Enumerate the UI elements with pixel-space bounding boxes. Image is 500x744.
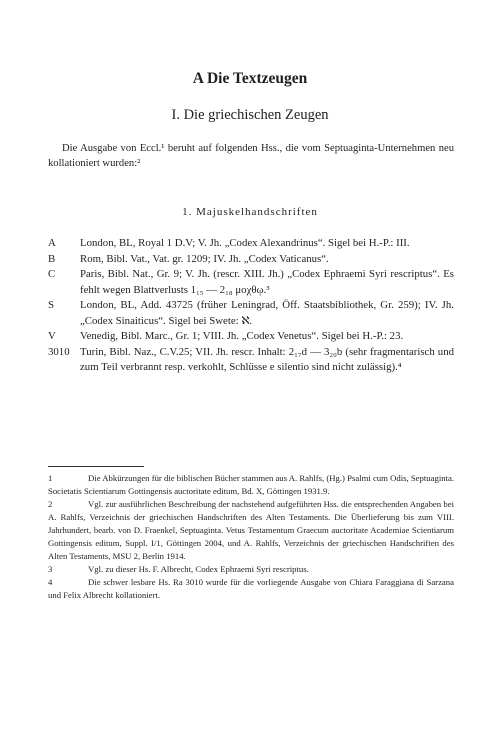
intro-paragraph: Die Ausgabe von Eccl.¹ beruht auf folgenden Hss., die vom Septuaginta-Unternehmen neu kollationiert wurden:² (48, 143, 454, 169)
footnotes (48, 472, 454, 602)
manuscript-siglum: C (48, 268, 56, 280)
footnote-text: Vgl. zur ausführlichen Beschreibung der nachstehend aufgeführten Hss. die entsprechenden Angaben bei A. Rahlfs, Verzeichnis der griechischen Handschriften des Alten Testaments. Die Überlieferung bis zum VIII. Jahrhundert, bearb. von D. Fraenkel, Septuaginta. Vetus Testamentum Graecum auctoritate Academiae Scientiarum Gottingensis editum, Suppl. I/1, Göttingen 2004, und A. Rahlfs, Verzeichnis der griechischen Handschriften des Alten Testaments, MSU 2, Berlin 1914. (48, 499, 454, 561)
footnote (48, 576, 454, 602)
footnote-number: 3 (48, 564, 53, 574)
footnote-text: Die Abkürzungen für die biblischen Bücher stammen aus A. Rahlfs, (Hg.) Psalmi cum Odis, Septuaginta. Societatis Scientiarum Gottingensis auctoritate editum, Bd. X, Göttingen 1931.9. (48, 473, 455, 496)
footnote-text: Die schwer lesbare Hs. Ra 3010 wurde für die vorliegende Ausgabe von Chiara Faraggiana di Sarzana und Felix Albrecht kollationiert. (48, 577, 454, 600)
footnote-number: 1 (48, 473, 53, 483)
manuscript-description: Turin, Bibl. Naz., C.V.25; VII. Jh. rescr. Inhalt: 2₁₇d — 3₂₀b (sehr fragmentarisch und zum Teil verbrannt resp. verkohlt, Schlüsse e silentio sind nicht zulässig).⁴ (80, 345, 454, 373)
subsection-heading: 1. Majuskelhandschriften (182, 206, 318, 218)
footnote-number: 4 (48, 577, 53, 587)
manuscript-description: London, BL, Add. 43725 (früher Leningrad, Öff. Staatsbibliothek, Gr. 259); IV. Jh. „Codex Sinaiticus“. Sigel bei Swete: ℵ. (80, 299, 454, 327)
manuscript-entry (48, 298, 454, 329)
manuscript-entry (48, 252, 454, 268)
manuscript-siglum: 3010 (48, 345, 70, 358)
footnote-divider (48, 466, 144, 467)
footnote (48, 563, 454, 576)
manuscript-description: Rom, Bibl. Vat., Vat. gr. 1209; IV. Jh. „Codex Vaticanus“. (80, 252, 329, 265)
manuscript-list (48, 236, 454, 376)
chapter-title: A Die Textzeugen (192, 70, 308, 87)
footnote (48, 498, 454, 563)
manuscript-entry (48, 345, 454, 376)
section-subtitle: I. Die griechischen Zeugen (171, 107, 329, 123)
manuscript-description: Paris, Bibl. Nat., Gr. 9; V. Jh. (rescr. XIII. Jh.) „Codex Ephraemi Syri rescriptus“. Es fehlt wegen Blattverlusts 1₁₅ — 2₁₈ μοχθῳ.³ (80, 268, 454, 296)
manuscript-siglum: B (48, 252, 56, 265)
manuscript-description: London, BL, Royal 1 D.V; V. Jh. „Codex Alexandrinus“. Sigel bei H.-P.: III. (80, 237, 410, 249)
footnote-text: Vgl. zu dieser Hs. F. Albrecht, Codex Ephraemi Syri rescriptus. (88, 564, 309, 574)
manuscript-entry (48, 267, 454, 298)
manuscript-siglum: S (48, 299, 55, 311)
manuscript-siglum: V (48, 330, 56, 342)
footnote (48, 472, 454, 498)
manuscript-siglum: A (48, 237, 56, 249)
manuscript-description: Venedig, Bibl. Marc., Gr. 1; VIII. Jh. „Codex Venetus“. Sigel bei H.-P.: 23. (80, 330, 404, 342)
manuscript-entry (48, 236, 454, 252)
manuscript-entry (48, 329, 454, 345)
footnote-number: 2 (48, 499, 53, 509)
